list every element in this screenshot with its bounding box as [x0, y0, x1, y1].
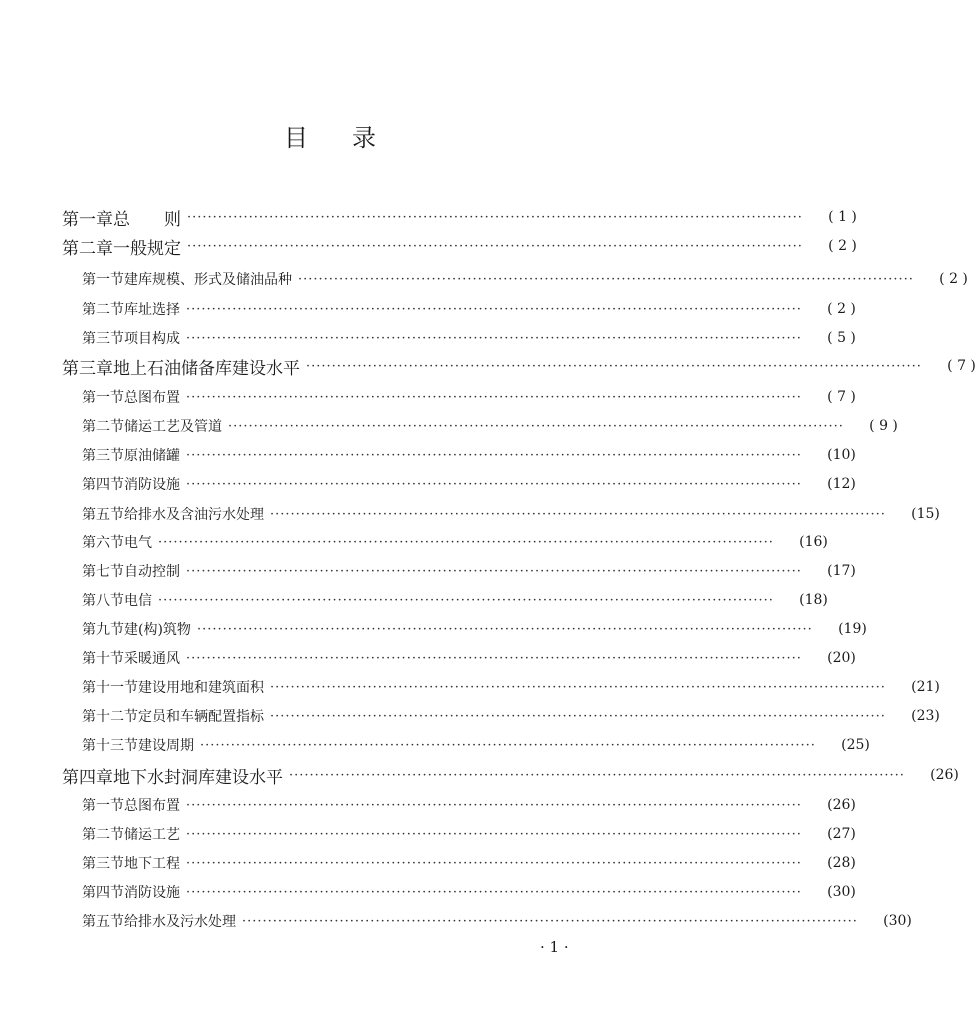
toc-entry-label: 总图布置: [124, 390, 180, 406]
toc-entry-page: (30): [827, 884, 856, 900]
toc-section-entry: [82, 587, 828, 613]
toc-chapter-entry: [62, 204, 857, 230]
toc-entry-page: (10): [827, 447, 856, 463]
toc-entry-number: 第四节: [82, 477, 124, 493]
toc-entry-label: 自动控制: [124, 564, 180, 580]
toc-entry-page: (26): [827, 797, 856, 813]
toc-chapter-entry: [62, 762, 959, 788]
toc-entry-number: 第四节: [82, 885, 124, 901]
toc-entry-number: 第八节: [82, 593, 124, 609]
toc-entry-label: 定员和车辆配置指标: [138, 709, 264, 725]
toc-entry-number: 第五节: [82, 507, 124, 523]
toc-entry-number: 第一节: [82, 798, 124, 814]
toc-entry-label: 一般规定: [113, 238, 181, 259]
toc-section-entry: [82, 413, 898, 439]
toc-entry-number: 第三节: [82, 856, 124, 872]
toc-entry-number: 第十一节: [82, 680, 138, 696]
dot-leader: ························································································································: [228, 418, 844, 434]
toc-section-entry: [82, 850, 856, 876]
toc-entry-page: ( 5 ): [827, 330, 856, 346]
toc-entry-label: 地下工程: [124, 856, 180, 872]
toc-entry-label: 地下水封洞库建设水平: [113, 767, 283, 788]
toc-entry-page: (25): [841, 737, 870, 753]
toc-section-entry: [82, 325, 856, 351]
dot-leader: ························································································································: [306, 358, 922, 374]
dot-leader: ························································································································: [186, 884, 802, 900]
toc-entry-number: 第二章: [62, 238, 113, 259]
toc-entry-label: 总图布置: [124, 798, 180, 814]
toc-entry-page: (15): [911, 506, 940, 522]
toc-entry-label: 电信: [124, 593, 152, 609]
toc-entry-label: 采暖通风: [124, 651, 180, 667]
dot-leader: ························································································································: [186, 476, 802, 492]
dot-leader: ························································································································: [289, 767, 905, 783]
page-title: 目录: [284, 124, 420, 152]
toc-entry-page: (27): [827, 826, 856, 842]
dot-leader: ························································································································: [298, 271, 914, 287]
toc-section-entry: [82, 674, 940, 700]
dot-leader: ························································································································: [186, 855, 802, 871]
toc-section-entry: [82, 558, 856, 584]
dot-leader: ························································································································: [200, 737, 816, 753]
toc-entry-label: 消防设施: [124, 885, 180, 901]
toc-chapter-entry: [62, 233, 857, 259]
toc-entry-label: 储运工艺: [124, 827, 180, 843]
toc-entry-number: 第十三节: [82, 738, 138, 754]
toc-entry-number: 第五节: [82, 914, 124, 930]
toc-entry-label: 地上石油储备库建设水平: [113, 358, 300, 379]
toc-section-entry: [82, 908, 912, 934]
toc-section-entry: [82, 471, 856, 497]
toc-entry-number: 第四章: [62, 767, 113, 788]
dot-leader: ························································································································: [187, 238, 803, 254]
toc-entry-number: 第二节: [82, 419, 124, 435]
toc-entry-page: (26): [930, 767, 959, 783]
dot-leader: ························································································································: [270, 506, 886, 522]
toc-entry-page: ( 1 ): [828, 209, 857, 225]
toc-chapter-entry: [62, 353, 976, 379]
dot-leader: ························································································································: [186, 797, 802, 813]
toc-entry-page: ( 2 ): [939, 271, 968, 287]
toc-section-entry: [82, 821, 856, 847]
toc-section-entry: [82, 266, 968, 292]
toc-entry-label: 总 则: [113, 209, 181, 230]
toc-section-entry: [82, 296, 856, 322]
dot-leader: ························································································································: [186, 301, 802, 317]
dot-leader: ························································································································: [186, 389, 802, 405]
toc-entry-number: 第三节: [82, 331, 124, 347]
toc-section-entry: [82, 501, 940, 527]
dot-leader: ························································································································: [158, 534, 774, 550]
toc-entry-page: ( 7 ): [827, 389, 856, 405]
dot-leader: ························································································································: [270, 679, 886, 695]
toc-section-entry: [82, 879, 856, 905]
toc-section-entry: [82, 792, 856, 818]
toc-entry-label: 建(构)筑物: [124, 622, 191, 638]
toc-section-entry: [82, 703, 940, 729]
toc-entry-number: 第七节: [82, 564, 124, 580]
toc-entry-label: 储运工艺及管道: [124, 419, 222, 435]
toc-entry-number: 第一节: [82, 272, 124, 288]
toc-entry-page: (20): [827, 650, 856, 666]
toc-entry-label: 电气: [124, 535, 152, 551]
page-number: · 1 ·: [540, 938, 569, 956]
toc-entry-number: 第一章: [62, 209, 113, 230]
toc-entry-label: 项目构成: [124, 331, 180, 347]
toc-entry-page: (30): [883, 913, 912, 929]
toc-entry-number: 第十二节: [82, 709, 138, 725]
toc-entry-page: ( 9 ): [869, 418, 898, 434]
toc-entry-label: 建设周期: [138, 738, 194, 754]
dot-leader: ························································································································: [158, 592, 774, 608]
toc-entry-number: 第十节: [82, 651, 124, 667]
toc-entry-page: (18): [799, 592, 828, 608]
dot-leader: ························································································································: [186, 330, 802, 346]
toc-entry-label: 建设用地和建筑面积: [138, 680, 264, 696]
toc-section-entry: [82, 616, 867, 642]
toc-entry-page: (16): [799, 534, 828, 550]
toc-entry-page: (19): [838, 621, 867, 637]
toc-entry-page: (12): [827, 476, 856, 492]
toc-entry-page: ( 2 ): [828, 238, 857, 254]
toc-entry-page: (17): [827, 563, 856, 579]
toc-section-entry: [82, 732, 870, 758]
dot-leader: ························································································································: [186, 447, 802, 463]
toc-entry-label: 库址选择: [124, 302, 180, 318]
dot-leader: ························································································································: [187, 209, 803, 225]
toc-entry-number: 第一节: [82, 390, 124, 406]
toc-entry-number: 第九节: [82, 622, 124, 638]
toc-entry-number: 第二节: [82, 827, 124, 843]
dot-leader: ························································································································: [186, 563, 802, 579]
toc-entry-label: 消防设施: [124, 477, 180, 493]
toc-entry-label: 建库规模、形式及储油品种: [124, 272, 292, 288]
toc-entry-number: 第二节: [82, 302, 124, 318]
toc-section-entry: [82, 645, 856, 671]
toc-entry-page: (23): [911, 708, 940, 724]
toc-section-entry: [82, 442, 856, 468]
toc-entry-page: (21): [911, 679, 940, 695]
toc-section-entry: [82, 529, 828, 555]
toc-entry-page: (28): [827, 855, 856, 871]
toc-entry-number: 第三节: [82, 448, 124, 464]
toc-entry-number: 第三章: [62, 358, 113, 379]
toc-entry-page: ( 7 ): [947, 358, 976, 374]
dot-leader: ························································································································: [196, 621, 813, 637]
dot-leader: ························································································································: [186, 650, 802, 666]
dot-leader: ························································································································: [242, 913, 858, 929]
toc-entry-page: ( 2 ): [827, 301, 856, 317]
dot-leader: ························································································································: [186, 826, 802, 842]
toc-entry-label: 给排水及污水处理: [124, 914, 236, 930]
toc-entry-label: 原油储罐: [124, 448, 180, 464]
toc-section-entry: [82, 384, 856, 410]
toc-entry-number: 第六节: [82, 535, 124, 551]
toc-entry-label: 给排水及含油污水处理: [124, 507, 264, 523]
dot-leader: ························································································································: [270, 708, 886, 724]
